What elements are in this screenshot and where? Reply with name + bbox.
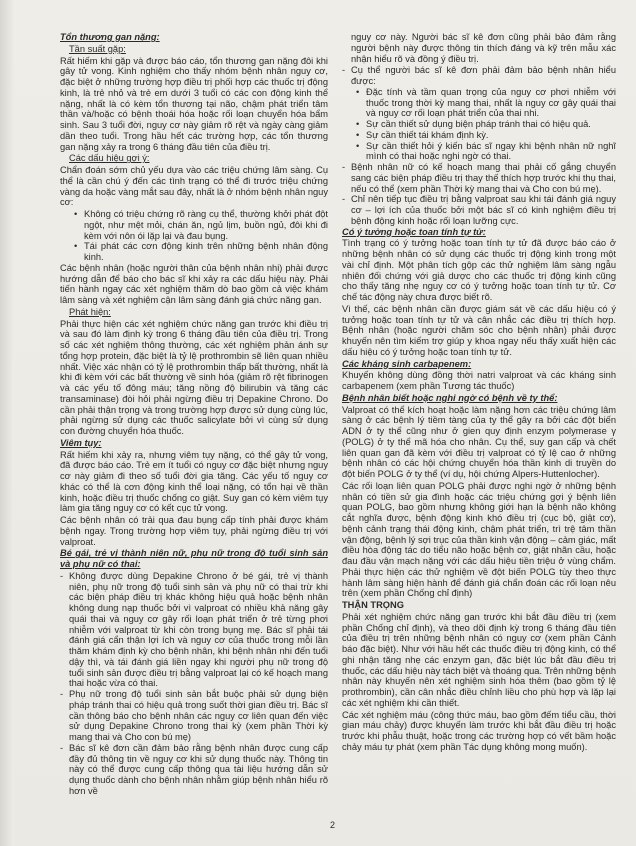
- list-item: - Bệnh nhân nữ có kế hoạch mang thai phải cố gắng chuyển sang các biện pháp điều trị thay thế thích hợp trước khi thụ thai, nếu có thể (xem phần Thời kỳ mang thai và Cho con bú mẹ).: [342, 162, 616, 194]
- paragraph-carbapenem: Khuyến không dùng đồng thời natri valproat và các kháng sinh carbapenem (xem phần Tương tác thuốc): [342, 370, 616, 391]
- list-item: • Tái phát các cơn động kinh trên những bệnh nhân động kinh.: [74, 241, 328, 263]
- list-item: - Cụ thể người bác sĩ kê đơn phải đảm bảo bệnh nhân hiểu được:: [342, 65, 616, 87]
- pregnancy-list: [342, 162, 616, 227]
- list-item: - Chỉ nên tiếp tục điều trị bằng valproat sau khi tái đánh giá nguy cơ – lợi ích của thuốc bởi một bác sĩ có kinh nghiệm điều trị bệnh động kinh hoặc rối loạn lưỡng cực.: [342, 194, 616, 226]
- list-item: • Sự cần thiết sử dụng biện pháp tránh thai có hiệu quả.: [356, 119, 616, 130]
- paragraph-report: Các bệnh nhân (hoặc người thân của bệnh nhân nhi) phải được hướng dẫn để báo cho bác sĩ khi xảy ra các dấu hiệu này. Phải tiến hành ngay các xét nghiệm thăm dò bao gồm cả việc khám lâm sàng và xét nghiệm cận lâm sàng đánh giá chức năng gan.: [60, 262, 328, 305]
- page-number: 2: [330, 820, 336, 830]
- paragraph-pancreatitis-action: Các bệnh nhân có trải qua đau bụng cấp tính phải được khám bệnh ngay. Trong trường hợp viêm tụy, phải ngừng điều trị với valproat.: [60, 515, 328, 547]
- heading-pancreatitis: Viêm tụy:: [60, 437, 102, 448]
- page-fold-shadow: [0, 0, 14, 846]
- paragraph-mitochondrial: Valproat có thể kích hoạt hoặc làm nặng hơn các triệu chứng lâm sàng ở các bệnh lý tiềm tàng của ty thể gây ra bởi các đột biến ADN ở ty thể cũng như ở gien quy định enzym polymerase γ (POLG) ở ty thể mã hóa cho nhân. Cụ thể, suy gan cấp và chết liên quan gan đã kèm với điều trị valproat có tỷ lệ cao ở những bệnh nhân có các hội chứng chuyển hóa thần kinh di truyền do đột biến POLG ở ty thể (ví dụ, hội chứng Alpers-Huttenlocher).: [342, 404, 616, 479]
- signs-list: [74, 209, 328, 263]
- list-item: • Không có triệu chứng rõ ràng cụ thể, thường khởi phát đột ngột, như mệt mỏi, chán ăn, ngủ lịm, buồn ngủ, đôi khi đi kèm với nôn ói lặp lại và đau bụng.: [74, 209, 328, 241]
- paragraph-precautions: Phải xét nghiệm chức năng gan trước khi bắt đầu điều trị (xem phần Chống chỉ định), và theo dõi định kỳ trong 6 tháng đầu tiên của điều trị trên những bệnh nhân có nguy cơ (xem phần Cảnh báo đặc biệt). Như với hầu hết các thuốc điều trị động kinh, có thể ghi nhận tăng nhẹ các enzym gan, đặc biệt lúc bắt đầu điều trị thuốc, các dấu hiệu này tách biệt và thoáng qua. Trên những bệnh nhân này khuyến nên xét nghiệm sinh hóa thêm (bao gồm tỷ lệ prothrombin), cần cân nhắc điều chỉnh liều cho phù hợp và lặp lại các xét nghiệm khi cần thiết.: [342, 611, 616, 708]
- right-column: [342, 32, 616, 832]
- heading-suicide: Có ý tưởng hoặc toan tính tự tử:: [342, 226, 486, 237]
- list-item: - Không được dùng Depakine Chrono ở bé gái, trẻ vị thành niên, phụ nữ trong độ tuổi sinh sản và phụ nữ có thai trừ khi các biện pháp điều trị khác không hiệu quả hoặc bệnh nhân không dung nạp thuốc bởi vì valproat có nhiều khả năng gây quái thai và nguy cơ gây rối loạn phát triển ở trẻ từng phơi nhiễm với valproat từ khi còn trong bụng mẹ. Bác sĩ phải tái đánh giá cẩn thận lợi ích và nguy cơ của thuốc trong mỗi lần thăm khám định kỳ cho bệnh nhân, khi bệnh nhân nhi đến tuổi dậy thì, và tái đánh giá liền ngay khi người phụ nữ trong độ tuổi sinh sản được điều trị bằng valproat lại có kế hoạch mang thai hoặc vừa có thai.: [60, 571, 328, 689]
- heading-carbapenem: Các kháng sinh carbapenem:: [342, 358, 472, 369]
- subheading-detection: Phát hiện:: [69, 306, 111, 317]
- list-item: - Bác sĩ kê đơn cần đảm bảo rằng bệnh nhân được cung cấp đầy đủ thông tin về nguy cơ khi sử dụng thuốc này. Thông tin này có thể được cung cấp thông qua tài liệu hướng dẫn sử dụng thuốc dành cho bệnh nhân nhằm giúp bệnh nhân hiểu rõ hơn về: [60, 743, 328, 797]
- paragraph-continued: nguy cơ này. Người bác sĩ kê đơn cũng phải bảo đảm rằng người bệnh này được thông tin thích đáng và kỹ trên mẫu xác nhận hiểu rõ và đồng ý điều trị.: [351, 32, 616, 64]
- paragraph-suicide: Tình trạng có ý tưởng hoặc toan tính tự tử đã được báo cáo ở những bệnh nhân có sử dụng các thuốc trị động kinh trong một vài chỉ định. Một phân tích gộp các thử nghiệm lâm sàng ngẫu nhiên đối chứng với giả dược cho các thuốc trị động kinh cũng cho thấy tăng nhẹ nguy cơ có ý tưởng hoặc toan tính tự tử. Cơ chế tác động này chưa được biết rõ.: [342, 238, 616, 302]
- women-list: [60, 571, 328, 797]
- heading-precautions: THẬN TRỌNG: [342, 600, 404, 610]
- heading-liver-damage: Tổn thương gan nặng:: [60, 32, 160, 42]
- heading-mitochondrial: Bệnh nhân biết hoặc nghi ngờ có bệnh về ty thể:: [342, 392, 558, 403]
- subheading-signs: Các dấu hiệu gợi ý:: [69, 153, 150, 164]
- heading-women: Bé gái, trẻ vị thành niên nữ, phụ nữ trong độ tuổi sinh sản và phụ nữ có thai:: [60, 548, 328, 569]
- paragraph-frequency: Rất hiếm khi gặp và được báo cáo, tổn thương gan nặng đôi khi gây tử vong. Kinh nghiệm cho thấy nhóm bệnh nhân nguy cơ, đặc biệt ở những trường hợp điều trị phối hợp các thuốc trị động kinh, là trẻ nhỏ và trẻ em dưới 3 tuổi có các con động kinh thể nặng, nhất là có kèm tổn thương tại não, chậm phát triển tâm thần và/hoặc có bệnh thoái hóa hoặc rối loạn chuyển hóa bẩm sinh. Sau 3 tuổi đời, nguy cơ này giảm rõ rệt và ngày càng giảm dần theo tuổi. Trong hầu hết các trường hợp, các tổn thương gan nặng xảy ra trong 6 tháng đầu tiên của điều trị.: [60, 55, 328, 152]
- left-column: [60, 32, 328, 832]
- understanding-list: [356, 87, 616, 162]
- paragraph-polg: Các rối loạn liên quan POLG phải được nghi ngờ ở những bệnh nhân có tiền sử gia đình hoặc các triệu chứng gợi ý bệnh liên quan POLG, bao gồm nhưng không giới hạn là bệnh não không cắt nghĩa được, bệnh động kinh khó điều trị (cục bộ, giật cơ), bệnh cảnh trạng thái động kinh, chậm phát triển, trì trệ tâm thần vận động, bệnh lý sợi trục của thần kinh vận động – cảm giác, mất điều hòa động tác do tiểu não hoặc bệnh cơ, giật nhãn cầu, hoặc đau đầu vận mạch nặng với các dấu hiệu tiền triệu ở vùng chẩm. Phải thực hiện các thử nghiệm về đột biến POLG tùy theo thực hành lâm sàng hiện hành để đánh giá chẩn đoán các rối loạn nêu trên (xem phần Chống chỉ định): [342, 480, 616, 599]
- list-item: • Sự cần thiết tái khám định kỳ.: [356, 130, 616, 141]
- list-item: • Sự cần thiết hỏi ý kiến bác sĩ ngay khi bệnh nhân nữ nghĩ mình có thai hoặc nghi ngờ có thai.: [356, 141, 616, 163]
- paragraph-detection: Phải thực hiện các xét nghiệm chức năng gan trước khi điều trị và sau đó làm định kỳ trong 6 tháng đầu tiên của điều trị. Trong số các xét nghiệm thông thường, các xét nghiệm phản ánh sự tổng hợp protein, đặc biệt là tỷ lệ prothrombin sẽ liên quan nhiều nhất. Việc xác nhận có tỷ lệ prothrombin thấp bất thường, nhất là khi đi kèm với các bất thường về sinh hóa (giảm rõ rệt fibrinogen và các yếu tố đông máu; tăng nồng độ bilirubin và tăng các transaminase) đòi hỏi phải ngừng điều trị Depakine Chrono. Do cần phải thận trọng và trong trường hợp được sử dụng cùng lúc, phải ngừng sử dụng các thuốc salicylate bởi vì cùng sử dụng con đường chuyển hóa thuốc.: [60, 318, 328, 436]
- paragraph-suicide-monitor: Vì thế, các bệnh nhân cần được giám sát về các dấu hiệu có ý tưởng hoặc toan tính tự tử và cân nhắc các điều trị thích hợp. Bệnh nhân (hoặc người chăm sóc cho bệnh nhân) phải được khuyến nên tìm kiếm trợ giúp y khoa ngay nếu thấy xuất hiện các dấu hiệu có ý tưởng hoặc toan tính tự tử.: [342, 303, 616, 357]
- paragraph-blood-tests: Các xét nghiệm máu (công thức máu, bao gồm đếm tiểu cầu, thời gian máu chảy) được khuyến làm trước khi bắt đầu điều trị hoặc trước khi phẫu thuật, hoặc trong các trường hợp có vết bầm hoặc chảy máu tự phát (xem phần Tác dụng không mong muốn).: [342, 709, 616, 752]
- list-item: • Đặc tính và tầm quan trọng của nguy cơ phơi nhiễm với thuốc trong thời kỳ mang thai, nhất là nguy cơ gây quái thai và nguy cơ rối loạn phát triển của thai nhi.: [356, 87, 616, 119]
- paragraph-signs: Chẩn đoán sớm chủ yếu dựa vào các triệu chứng lâm sàng. Cụ thể là cần chú ý đến các tình trạng có thể đi trước triệu chứng vàng da hoặc vàng mắt sau đây, nhất là ở nhóm bệnh nhân nguy cơ:: [60, 165, 328, 208]
- doctor-list: [342, 65, 616, 87]
- list-item: - Phụ nữ trong độ tuổi sinh sản bắt buộc phải sử dụng biện pháp tránh thai có hiệu quả trong suốt thời gian điều trị. Bác sĩ cần thông báo cho bệnh nhân các nguy cơ liên quan đến việc sử dụng Depakine Chrono trong thai kỳ (xem phần Thời kỳ mang thai và Cho con bú mẹ): [60, 689, 328, 743]
- paragraph-pancreatitis: Rất hiếm khi xảy ra, nhưng viêm tụy nặng, có thể gây tử vong, đã được báo cáo. Trẻ em ít tuổi có nguy cơ đặc biệt nhưng nguy cơ này giảm đi theo số tuổi đời gia tăng. Các yếu tố nguy cơ khác có thể là cơn động kinh thể loại nặng, có tổn hại về thần kinh, hoặc điều trị thuốc chống co giật. Suy gan có kèm viêm tụy làm gia tăng nguy cơ có kết cục tử vong.: [60, 449, 328, 514]
- subheading-frequency: Tần suất gặp:: [69, 43, 126, 54]
